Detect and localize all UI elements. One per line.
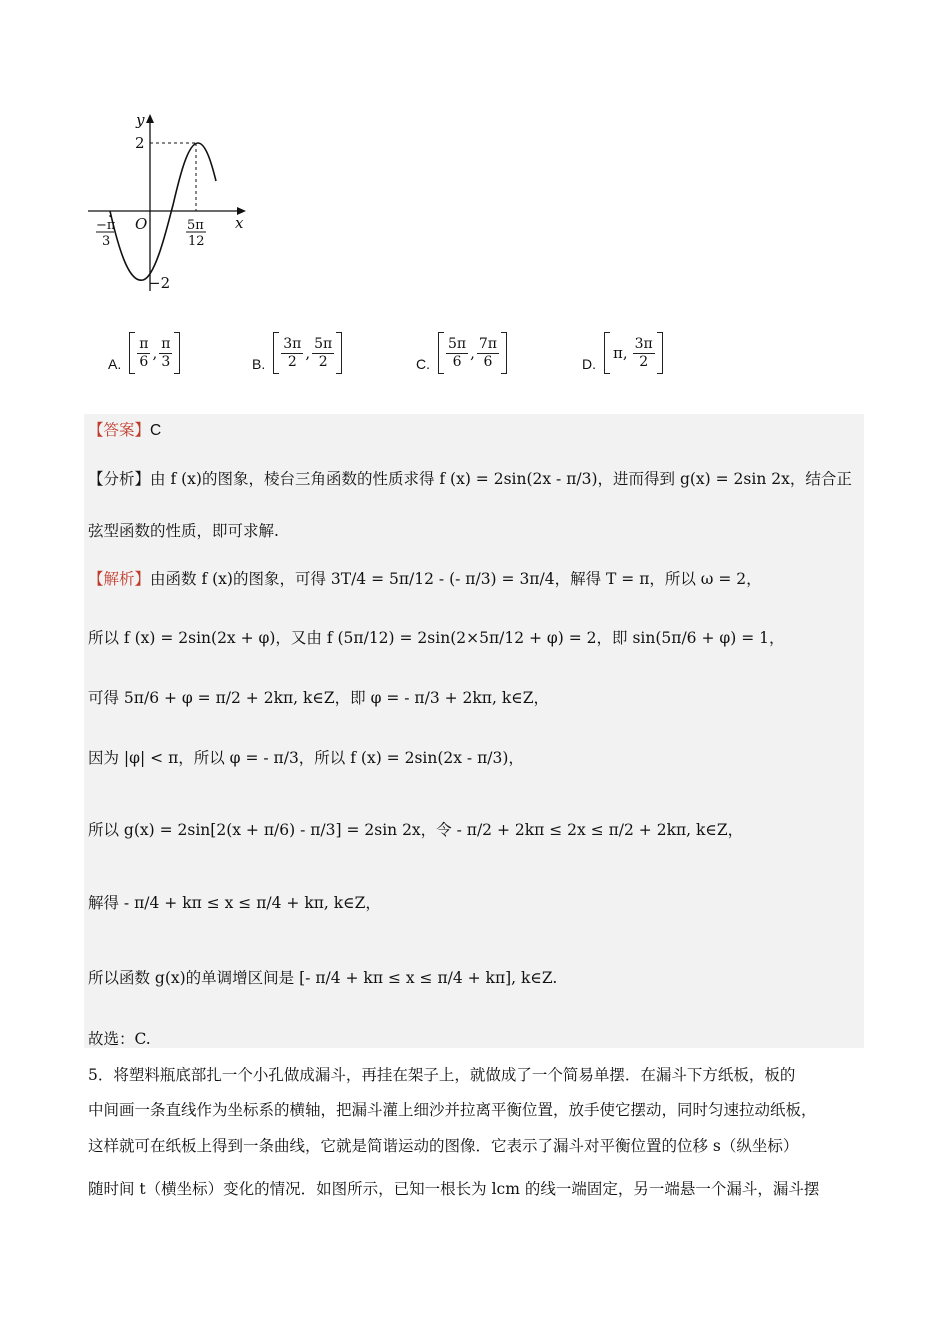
answer-value: C [150, 422, 162, 439]
explain-line-1 [88, 567, 762, 589]
option-d-letter: D. [582, 356, 596, 372]
explain-line-3: 可得 5π/6 + φ = π/2 + 2kπ, k∈Z，即 φ = - π/3 + 2kπ, k∈Z， [88, 689, 549, 707]
option-c[interactable] [416, 328, 507, 374]
origin-label: O [135, 215, 148, 233]
explain-line-8: 故选：C. [88, 1030, 151, 1048]
option-b-interval: $\frac{3\pi}{2}$ , $\frac{5\pi}{2}$ [273, 332, 342, 374]
answer-tag: 【答案】 [88, 421, 151, 439]
y-axis-arrow [146, 114, 154, 123]
explain-line-2: 所以 f (x) = 2sin(2x + φ)，又由 f (5π/12) = 2sin(2×5π/12 + φ) = 2，即 sin(5π/6 + φ) = 1， [88, 629, 785, 647]
y-max-label: 2 [135, 134, 145, 152]
option-a[interactable] [108, 328, 180, 374]
analysis-text-1: 由 f (x)的图象，棱台三角函数的性质求得 f (x) = 2sin(2x - π/3)，进而得到 g(x) = 2sin 2x，结合正 [150, 470, 852, 488]
x-axis-label: x [235, 214, 244, 232]
analysis-tag: 【分析】 [88, 470, 151, 488]
option-c-interval: $\frac{5\pi}{6}$ , $\frac{7\pi}{6}$ [438, 332, 507, 374]
x-right-num: 5π [187, 218, 204, 233]
question5-line-3: 这样就可在纸板上得到一条曲线，它就是简谐运动的图像．它表示了漏斗对平衡位置的位移 s（纵坐标） [88, 1137, 799, 1155]
x-left-num: −π [96, 218, 116, 233]
analysis-line-2: 弦型函数的性质，即可求解. [88, 522, 279, 540]
question5-line-4: 随时间 t（横坐标）变化的情况．如图所示，已知一根长为 lcm 的线一端固定，另一端悬一个漏斗，漏斗摆 [88, 1180, 820, 1198]
explain-text-1: 由函数 f (x)的图象，可得 3T/4 = 5π/12 - (- π/3) = 3π/4，解得 T = π，所以 ω = 2， [150, 570, 762, 588]
analysis-line-1 [88, 467, 852, 489]
question5-line-1: 5．将塑料瓶底部扎一个小孔做成漏斗，再挂在架子上，就做成了一个简易单摆．在漏斗下方纸板，板的 [88, 1066, 796, 1084]
solution-box [84, 414, 864, 1048]
question5-line-2: 中间画一条直线作为坐标系的横轴，把漏斗灌上细沙并拉离平衡位置，放手使它摆动，同时匀速拉动纸板， [88, 1101, 817, 1119]
x-left-den: 3 [102, 234, 111, 249]
option-d[interactable] [582, 328, 663, 374]
y-axis-label: y [136, 111, 145, 129]
option-b-letter: B. [252, 356, 266, 372]
explain-line-5: 所以 g(x) = 2sin[2(x + π/6) - π/3] = 2sin 2x，令 - π/2 + 2kπ ≤ 2x ≤ π/2 + 2kπ, k∈Z， [88, 821, 744, 839]
x-right-den: 12 [188, 234, 205, 249]
option-a-interval: $\frac{\pi}{6}$ , $\frac{\pi}{3}$ [129, 332, 180, 374]
explain-tag: 【解析】 [88, 570, 151, 588]
explain-line-7: 所以函数 g(x)的单调增区间是 [- π/4 + kπ ≤ x ≤ π/4 + kπ], k∈Z. [88, 969, 558, 987]
function-graph [80, 105, 270, 295]
y-min-label: −2 [148, 274, 171, 292]
answer-line [88, 418, 161, 440]
option-c-letter: C. [416, 356, 430, 372]
explain-line-4: 因为 |φ| < π，所以 φ = - π/3，所以 f (x) = 2sin(2x - π/3)， [88, 749, 524, 767]
option-d-interval: π, $\frac{3\pi}{2}$ [604, 332, 663, 374]
option-a-letter: A. [108, 356, 122, 372]
explain-line-6: 解得 - π/4 + kπ ≤ x ≤ π/4 + kπ, k∈Z， [88, 894, 381, 912]
option-b[interactable] [252, 328, 342, 374]
